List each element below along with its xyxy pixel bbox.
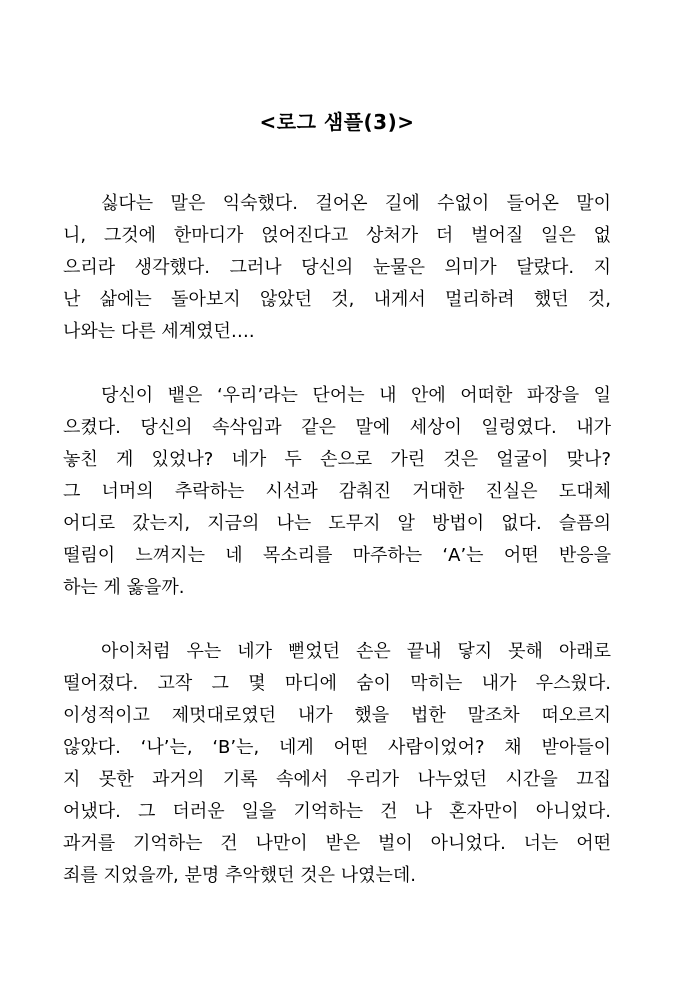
- text-line: 과거를 기억하는 건 나만이 받은 벌이 아니었다. 너는 어떤: [63, 833, 611, 854]
- paragraph-2: [63, 380, 611, 604]
- paragraph-1: [63, 188, 611, 348]
- text-line: 그 너머의 추락하는 시선과 감춰진 거대한 진실은 도대체: [63, 481, 611, 502]
- text-line: 난 삶에는 돌아보지 않았던 것, 내게서 멀리하려 했던 것,: [63, 289, 611, 310]
- page-title: <로그 샘플(3)>: [259, 110, 415, 134]
- text-line: 당신이 뱉은 ‘우리’라는 단어는 내 안에 어떠한 파장을 일: [101, 385, 611, 406]
- text-line: 아이처럼 우는 네가 뻗었던 손은 끝내 닿지 못해 아래로: [101, 641, 611, 662]
- text-line: 나와는 다른 세계였던….: [63, 321, 255, 342]
- text-line: 떨림이 느껴지는 네 목소리를 마주하는 ‘A’는 어떤 반응을: [63, 545, 611, 566]
- text-line: 싫다는 말은 익숙했다. 걸어온 길에 수없이 들어온 말이: [101, 193, 611, 214]
- text-line: 떨어졌다. 고작 그 몇 마디에 숨이 막히는 내가 우스웠다.: [63, 673, 611, 694]
- text-line: 어디로 갔는지, 지금의 나는 도무지 알 방법이 없다. 슬픔의: [63, 513, 611, 534]
- text-line: 으리라 생각했다. 그러나 당신의 눈물은 의미가 달랐다. 지: [63, 257, 611, 278]
- text-line: 않았다. ‘나’는, ‘B’는, 네게 어떤 사람이었어? 채 받아들이: [63, 737, 611, 758]
- text-line: 으켰다. 당신의 속삭임과 같은 말에 세상이 일렁였다. 내가: [63, 417, 611, 438]
- text-line: 놓친 게 있었나? 네가 두 손으로 가린 것은 얼굴이 맞나?: [63, 449, 611, 470]
- text-line: 죄를 지었을까, 분명 추악했던 것은 나였는데.: [63, 865, 417, 886]
- text-line: 하는 게 옳을까.: [63, 577, 185, 598]
- text-line: 이성적이고 제멋대로였던 내가 했을 법한 말조차 떠오르지: [63, 705, 611, 726]
- text-line: 니, 그것에 한마디가 얹어진다고 상처가 더 벌어질 일은 없: [63, 225, 611, 246]
- text-line: 지 못한 과거의 기록 속에서 우리가 나누었던 시간을 끄집: [63, 769, 611, 790]
- paragraph-3: [63, 636, 611, 892]
- text-line: 어냈다. 그 더러운 일을 기억하는 건 나 혼자만이 아니었다.: [63, 801, 611, 822]
